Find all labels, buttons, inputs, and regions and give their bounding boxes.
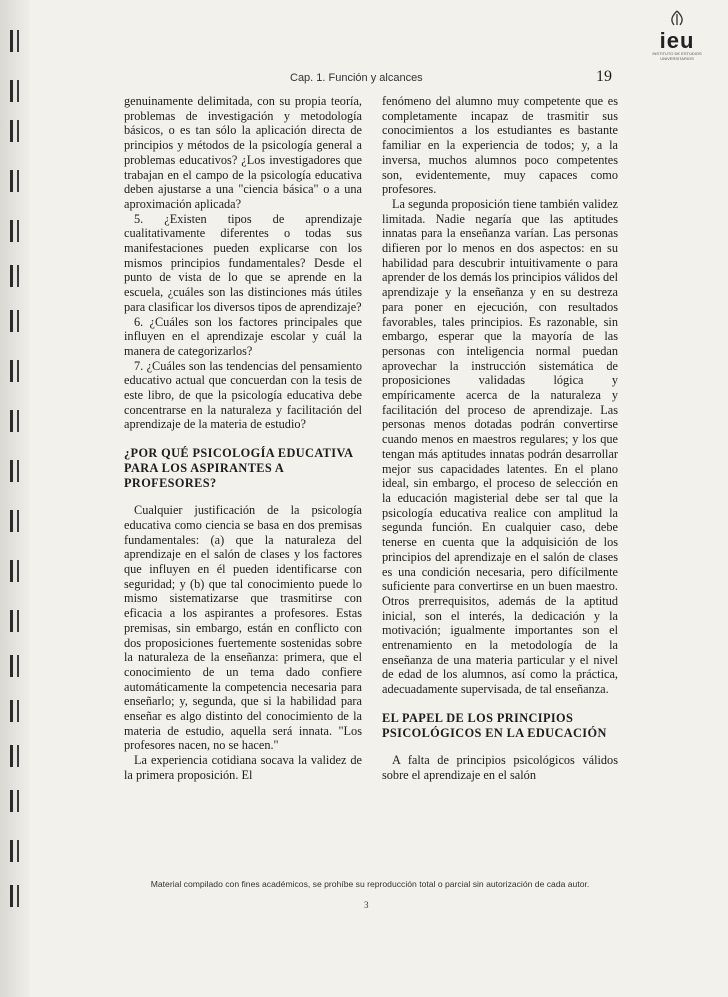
paragraph: 5. ¿Existen tipos de aprendizaje cualitativamente diferentes o todas sus manifestaciones pueden explicarse con los mismos principios fundamentales? Desde el punto de vista de lo que se aprende en la escuela, ¿cuáles son las distinciones más útiles para clasificar los diversos tipos de aprendizaje? [124,211,362,314]
punch-hole [10,655,19,677]
section-heading: EL PAPEL DE LOS PRINCIPIOS PSICOLÓGICOS EN LA EDUCACIÓN [382,710,607,740]
punch-hole [10,80,19,102]
punch-hole [10,560,19,582]
paragraph: Cualquier justificación de la psicología educativa como ciencia se basa en dos premisas fundamentales: (a) que la naturaleza del aprendizaje en el salón de clases y los factores que influyen en él pueden identificarse con seguridad; y (b) que tal conocimiento puede lo mismo sistematizarse que trasmitirse con eficacia a los aspirantes a profesores. Estas premisas, sin embargo, están en conflicto con dos proposiciones fuertemente sostenidas sobre la naturaleza de la enseñanza: primera, que el conocimiento de un tema dado confiere automáticamente la competencia necesaria para enseñarlo; y, segunda, que si la habilidad para enseñar es algo distinto del conocimiento de la materia de estudio, aquella será innata. "Los profesores nacen, no se hacen." [124,503,362,753]
punch-hole [10,885,19,907]
paragraph: 7. ¿Cuáles son las tendencias del pensamiento educativo actual que concuerdan con la tesis de este libro, de que la psicología educativa debe concentrarse en la naturaleza y facilitación del aprendizaje de la materia de estudio? [124,358,362,432]
paragraph: La experiencia cotidiana socava la validez de la primera proposición. El [124,753,362,782]
institution-logo [642,10,712,61]
punch-hole [10,410,19,432]
punch-hole [10,120,19,142]
running-header: Cap. 1. Función y alcances [290,72,423,84]
punch-hole [10,170,19,192]
punch-hole [10,790,19,812]
flame-icon [662,10,692,26]
punch-hole [10,310,19,332]
punch-hole [10,510,19,532]
paragraph: La segunda proposición tiene también validez limitada. Nadie negaría que las aptitudes innatas para la enseñanza varían. Las personas difieren por lo menos en dos aspectos: en su habilidad para descubrir intuitivamente o para aprender de los demás los principios válidos del aprendizaje y la enseñanza y en su destreza para poner en ejecución, con resultados favorables, tales principios. Es razonable, sin embargo, esperar que la mayoría de las personas con inteligencia normal puedan aprovechar la instrucción sistemática de proposiciones validadas lógica y empíricamente acerca de la naturaleza y facilitación del proceso de aprendizaje. Las personas menos dotadas podrán convertirse cuando menos en maestros regulares; y los que tengan más aptitudes innatas podrán desarrollar mejor sus capacidades latentes. En el plano ideal, sin embargo, el proceso de selección en la educación magisterial debe ser tal que la psicología educativa realice con amplitud la segunda función. En cualquier caso, debe tenerse en cuenta que la adquisición de los principios del aprendizaje en el salón de clases es una condición necesaria, pero difícilmente suficiente para convertirse en un buen maestro. Otros prerrequisitos, además de la aptitud inicial, son el interés, la dedicación y la motivación; igualmente importantes son el entrenamiento en la metodología de la enseñanza de una materia particular y el nivel de edad de los alumnos, así como la práctica, adecuadamente supervisada, de tal enseñanza. [382,196,618,697]
punch-hole [10,700,19,722]
punch-hole [10,460,19,482]
punch-hole [10,265,19,287]
copyright-note: Material compilado con fines académicos, se prohíbe su reproducción total o parcial sin autorización de cada autor. [150,879,590,889]
punch-hole [10,30,19,52]
punch-hole [10,360,19,382]
paragraph: fenómeno del alumno muy competente que es completamente incapaz de trasmitir sus conocimientos a los estudiantes es bastante familiar en la experiencia de todos; y, a la inversa, muchos alumnos poco competentes son, evidentemente, muy capaces como profesores. [382,94,618,197]
logo-subtitle: INSTITUTO DE ESTUDIOS UNIVERSITARIOS [652,51,702,61]
paragraph: 6. ¿Cuáles son los factores principales que influyen en el aprendizaje escolar y cuál la manera de categorizarlos? [124,314,362,358]
logo-text: ieu [659,28,695,53]
punch-hole [10,745,19,767]
page-number: 19 [596,68,612,85]
sheet-number: 3 [364,900,369,910]
paragraph: genuinamente delimitada, con su propia teoría, problemas de investigación y metodología básicos, o es tan sólo la aplicación directa de principios y métodos de la psicología general a problemas educativos? ¿Los investigadores que trabajan en el campo de la psicología educativa deben ajustarse a una "ciencia básica" o a una aproximación aplicada? [124,94,362,211]
paragraph: A falta de principios psicológicos válidos sobre el aprendizaje en el salón [382,752,618,782]
left-column [124,94,362,783]
binder-margin [0,0,30,997]
punch-hole [10,220,19,242]
punch-hole [10,610,19,632]
section-heading: ¿POR QUÉ PSICOLOGÍA EDUCATIVA PARA LOS ASPIRANTES A PROFESORES? [124,446,353,491]
punch-hole [10,840,19,862]
right-column [382,94,618,782]
